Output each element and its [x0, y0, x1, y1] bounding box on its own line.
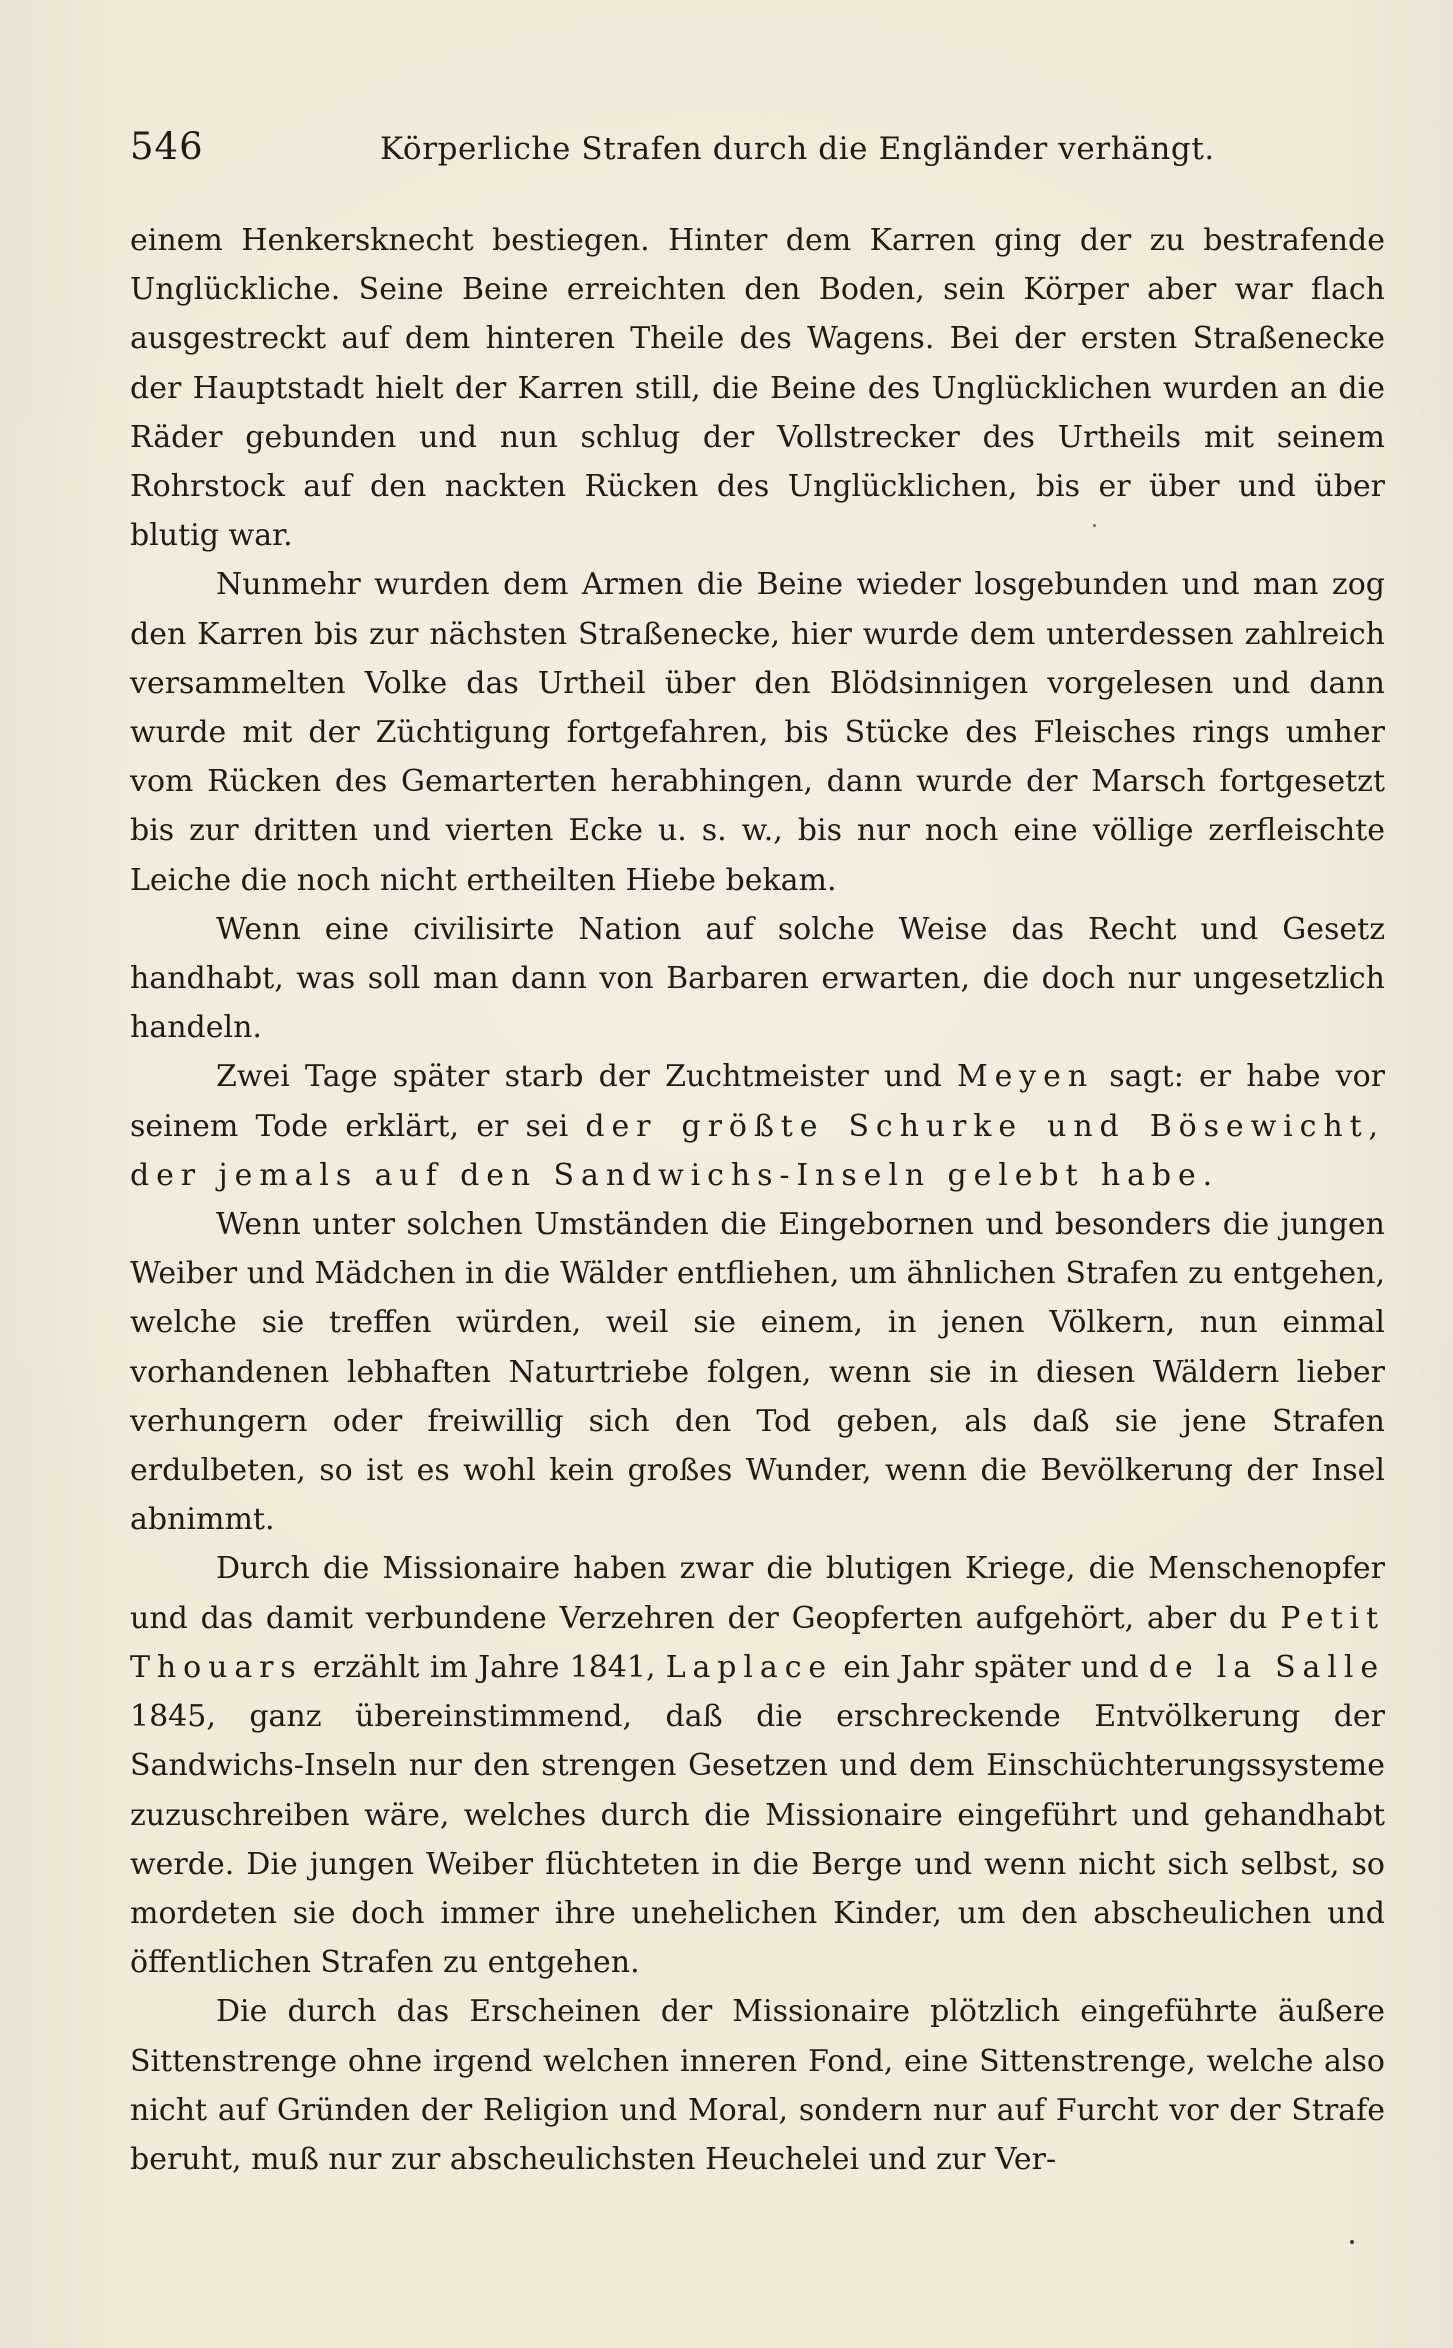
paragraph-6-text-part-1: Durch die Missionaire haben zwar die blutigen Kriege, die Menschenopfer und das damit verbundene Verzehren der Geopferten aufgehört, aber du [130, 1551, 1385, 1636]
page-number: 546 [130, 125, 204, 168]
paper-speck [1350, 2240, 1354, 2244]
paragraph-4-spaced-name: Meyen [957, 1059, 1095, 1095]
paragraph-3-text: Wenn eine civilisirte Nation auf solche Weise das Recht und Gesetz handhabt, was soll man dann von Barbaren erwarten, die doch nur ungesetzlich handeln. [130, 911, 1385, 1046]
paragraph-6-spaced-name-de-la-salle: de la Salle [1148, 1649, 1385, 1685]
paragraph-1-text: einem Henkersknecht bestiegen. Hinter dem Karren ging der zu bestrafende Unglückliche. Seine Beine erreichten den Boden, sein Körper aber war flach ausgestreckt auf dem hinteren Theile des Wagens. Bei der ersten Straßenecke der Hauptstadt hielt der Karren still, die Beine des Unglücklichen wurden an die Räder gebunden und nun schlug der Vollstrecker des Urtheils mit seinem Rohrstock auf den nackten Rücken des Unglücklichen, bis er über und über blutig war. [130, 223, 1385, 554]
paragraph-6-spaced-name-laplace: Laplace [665, 1649, 834, 1685]
paragraph-7-text: Die durch das Erscheinen der Missionaire plötzlich eingeführte äußere Sittenstrenge ohne irgend welchen inneren Fond, eine Sittenstrenge, welche also nicht auf Gründen der Religion und Moral, sondern nur auf Furcht vor der Strafe beruht, muß nur zur abscheulichsten Heuchelei und zur Ver- [130, 1994, 1385, 2177]
page-header [130, 125, 1385, 178]
paragraph-6-spaced-name-petit-thouars: Petit Thouars [130, 1600, 1385, 1685]
paragraph-6-text-part-3: erzählt im Jahre 1841, [302, 1649, 666, 1685]
paragraph-6-text-part-7: 1845, ganz übereinstimmend, daß die erschreckende Entvölkerung der Sandwichs-Inseln nur den strengen Gesetzen und dem Einschüchterungssysteme zuzuschreiben wäre, welches durch die Missionaire eingeführt und gehandhabt werde. Die jungen Weiber flüchteten in die Berge und wenn nicht sich selbst, so mordeten sie doch immer ihre unehelichen Kinder, um den abscheulichen und öffentlichen Strafen zu entgehen. [130, 1699, 1385, 1981]
paragraph-3 [130, 905, 1385, 1053]
paragraph-1 [130, 216, 1385, 560]
paragraph-4-text-part-3: sagt: er habe vor seinem Tode erklärt, er sei [130, 1059, 1385, 1144]
paragraph-2 [130, 560, 1385, 904]
paragraph-4 [130, 1052, 1385, 1200]
paragraph-4-text-part-1: Zwei Tage später starb der Zuchtmeister und [216, 1059, 958, 1095]
running-title: Körperliche Strafen durch die Engländer verhängt. [380, 131, 1215, 167]
paragraph-5-text: Wenn unter solchen Umständen die Eingebornen und besonders die jungen Weiber und Mädchen in die Wälder entfliehen, um ähnlichen Strafen zu entgehen, welche sie treffen würden, weil sie einem, in jenen Völkern, nun einmal vorhandenen lebhaften Naturtriebe folgen, wenn sie in diesen Wäldern lieber verhungern oder freiwillig sich den Tod geben, als daß sie jene Strafen erdulbeten, so ist es wohl kein großes Wunder, wenn die Bevölkerung der Insel abnimmt. [130, 1207, 1385, 1538]
paragraph-7 [130, 1987, 1385, 2184]
paper-speck [1093, 524, 1096, 527]
paragraph-2-text: Nunmehr wurden dem Armen die Beine wieder losgebunden und man zog den Karren bis zur nächsten Straßenecke, hier wurde dem unterdessen zahlreich versammelten Volke das Urtheil über den Blödsinnigen vorgelesen und dann wurde mit der Züchtigung fortgefahren, bis Stücke des Fleisches rings umher vom Rücken des Gemarterten herabhingen, dann wurde der Marsch fortgesetzt bis zur dritten und vierten Ecke u. s. w., bis nur noch eine völlige zerfleischte Leiche die noch nicht ertheilten Hiebe bekam. [130, 567, 1385, 898]
paragraph-6-text-part-5: ein Jahr später und [833, 1649, 1149, 1685]
paragraph-5 [130, 1200, 1385, 1544]
paragraph-4-spaced-quote: der größte Schurke und Bösewicht, der jemals auf den Sandwichs-Inseln gelebt habe. [130, 1108, 1385, 1193]
paragraph-6 [130, 1544, 1385, 1987]
body-text [130, 216, 1385, 2184]
